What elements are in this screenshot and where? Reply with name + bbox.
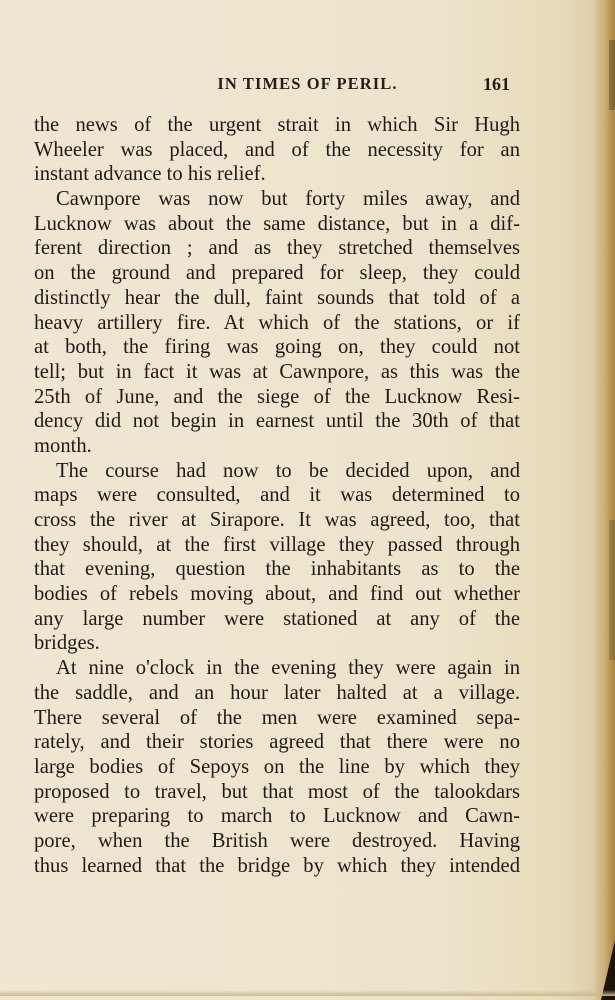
text-line: on the ground and prepared for sleep, they could <box>34 262 520 285</box>
page-number: 161 <box>483 74 510 94</box>
text-line: distinctly hear the dull, faint sounds that told of a <box>34 286 520 309</box>
text-line: ferent direction ; and as they stretched themselves <box>34 237 520 260</box>
text-line: cross the river at Sirapore. It was agreed, too, that <box>34 509 520 531</box>
running-title: IN TIMES OF PERIL. <box>217 74 398 93</box>
text-line: were preparing to march to Lucknow and Cawn- <box>34 805 520 828</box>
text-line: The course had now to be decided upon, and <box>56 459 520 482</box>
text-line: bridges. <box>34 632 100 655</box>
text-line: dency did not begin in earnest until the 30th of that <box>34 410 520 433</box>
text-line: month. <box>34 434 92 457</box>
text-line: Cawnpore was now but forty miles away, and <box>56 188 520 211</box>
text-line: 25th of June, and the siege of the Lucknow Resi- <box>34 385 520 408</box>
text-line: heavy artillery fire. At which of the stations, or if <box>34 311 520 334</box>
edge-stain <box>609 520 615 660</box>
text-line: pore, when the British were destroyed. Having <box>34 829 520 852</box>
page-header <box>0 74 615 104</box>
text-line: instant advance to his relief. <box>34 163 266 186</box>
text-line: at both, the firing was going on, they could not <box>34 336 520 359</box>
body-text <box>34 113 520 878</box>
text-line: Lucknow was about the same distance, but in a dif- <box>34 212 520 235</box>
text-line: that evening, question the inhabitants as to the <box>34 558 520 581</box>
text-line: bodies of rebels moving about, and find out whether <box>34 583 520 606</box>
text-line: rately, and their stories agreed that there were no <box>34 731 520 754</box>
text-line: maps were consulted, and it was determined to <box>34 484 520 507</box>
text-line: the news of the urgent strait in which Sir Hugh <box>34 114 520 136</box>
text-line: any large number were stationed at any of the <box>34 607 520 630</box>
text-line: At nine o'clock in the evening they were again in <box>56 657 520 680</box>
text-line: thus learned that the bridge by which they intended <box>34 854 520 877</box>
text-line: Wheeler was placed, and of the necessity for an <box>34 138 520 161</box>
text-line: large bodies of Sepoys on the line by which they <box>34 755 520 778</box>
text-line: There several of the men were examined sepa- <box>34 706 520 729</box>
text-line: tell; but in fact it was at Cawnpore, as this was the <box>34 360 520 383</box>
bottom-edge <box>0 990 615 996</box>
page-edge <box>593 0 615 1000</box>
text-line: the saddle, and an hour later halted at a village. <box>34 681 520 704</box>
text-line: proposed to travel, but that most of the talookdars <box>34 780 520 803</box>
text-line: they should, at the first village they passed through <box>34 533 520 556</box>
